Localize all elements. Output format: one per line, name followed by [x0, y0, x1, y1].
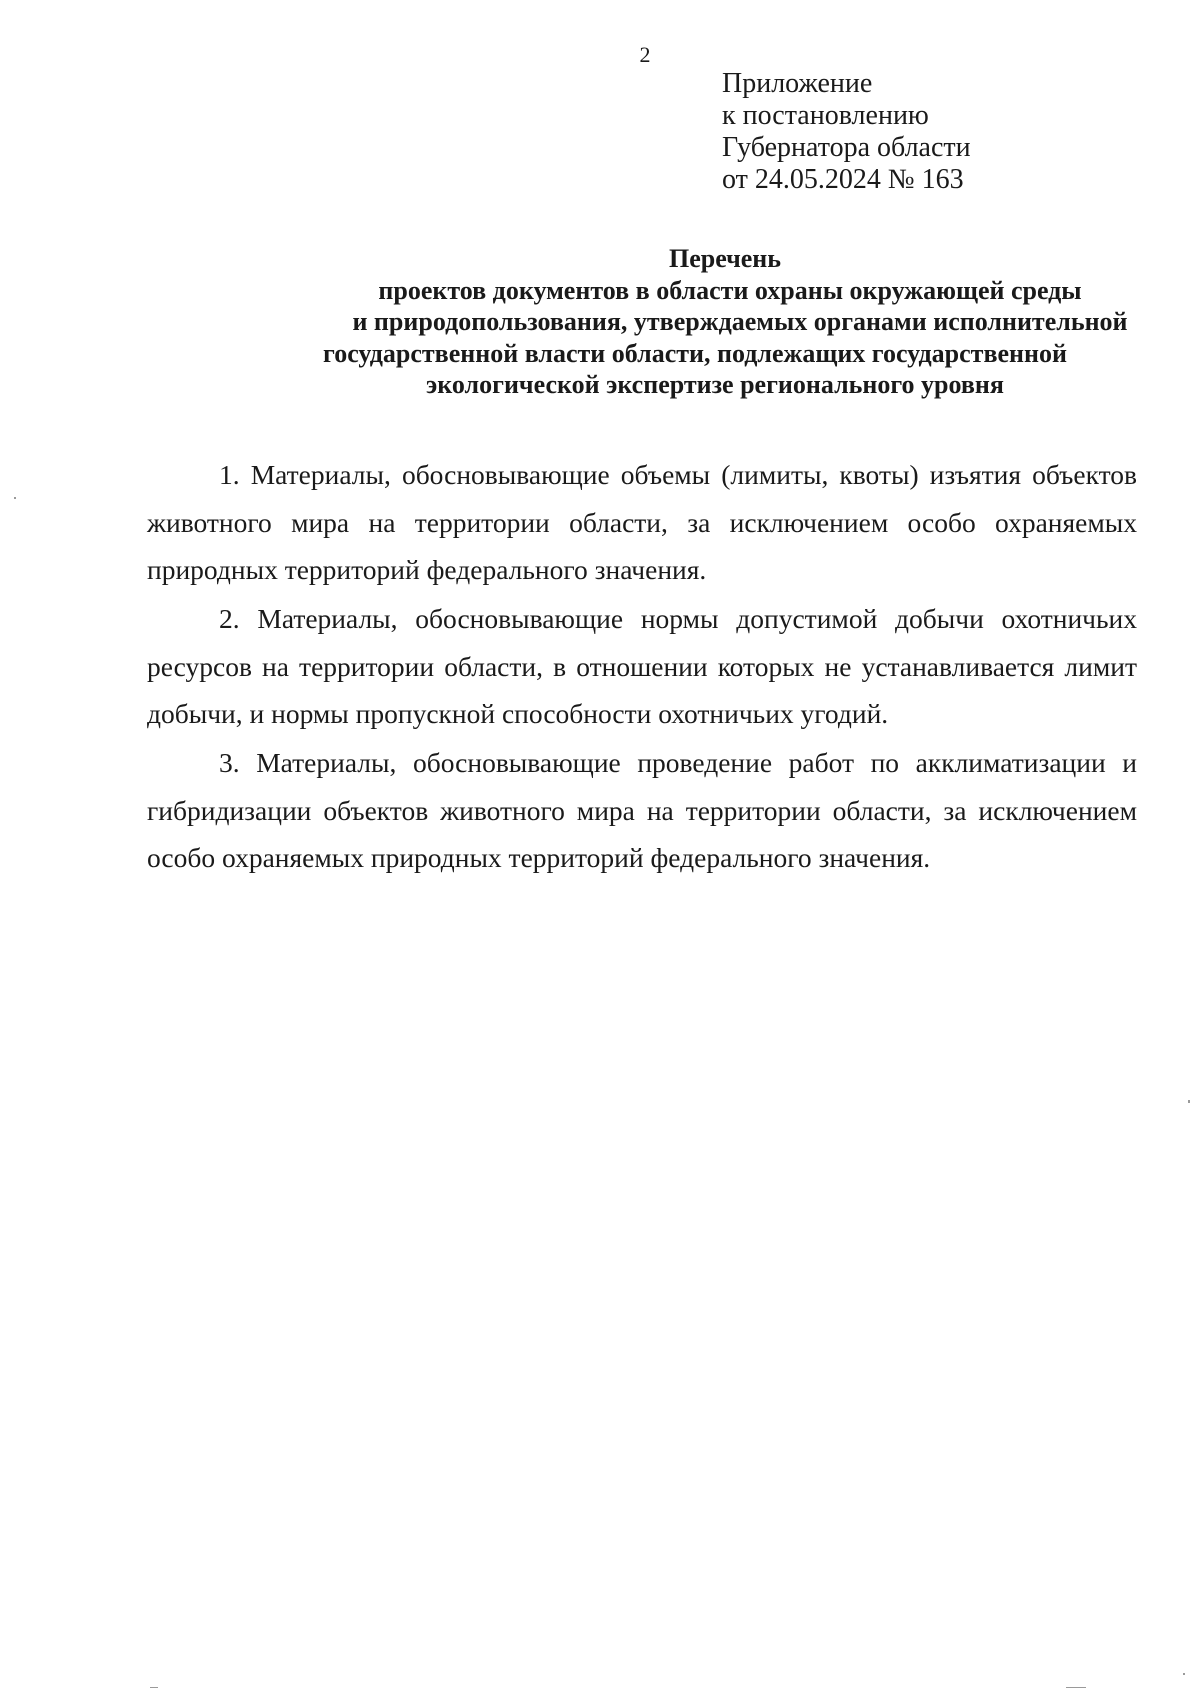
- list-item: 1. Материалы, обосновывающие объемы (лимиты, квоты) изъятия объектов животного мира на территории области, за исключением особо охраняемых природных территорий федерального значения.: [147, 459, 1137, 585]
- document-body: [147, 451, 1137, 883]
- title-line: проектов документов в области охраны окружающей среды: [378, 275, 1082, 305]
- list-item: 2. Материалы, обосновывающие нормы допустимой добычи охотничьих ресурсов на территории области, в отношении которых не устанавливается лимит добычи, и нормы пропускной способности охотничьих угодий.: [147, 603, 1137, 729]
- title-line: и природопользования, утверждаемых органами исполнительной: [352, 307, 1128, 336]
- title-line: экологической экспертизе регионального уровня: [426, 370, 1004, 399]
- scan-artifact: [14, 497, 16, 499]
- document-title: [140, 243, 1200, 401]
- scan-artifact: [1066, 1687, 1086, 1688]
- appendix-line: Губернатора области: [722, 132, 971, 163]
- appendix-date-number: от 24.05.2024 № 163: [722, 164, 964, 195]
- scan-artifact: [1188, 1100, 1190, 1103]
- scan-artifact: [1183, 1673, 1185, 1675]
- appendix-header: [722, 68, 1142, 196]
- appendix-line: Приложение: [722, 68, 873, 99]
- page-number: 2: [639, 42, 651, 67]
- scan-artifact: [150, 1687, 158, 1688]
- list-item: 3. Материалы, обосновывающие проведение работ по акклиматизации и гибридизации объектов животного мира на территории области, за исключением особо охраняемых природных территорий федерального значения.: [147, 747, 1137, 873]
- appendix-line: к постановлению: [722, 100, 929, 131]
- title-heading: Перечень: [668, 244, 782, 273]
- title-line: государственной власти области, подлежащих государственной: [323, 338, 1067, 368]
